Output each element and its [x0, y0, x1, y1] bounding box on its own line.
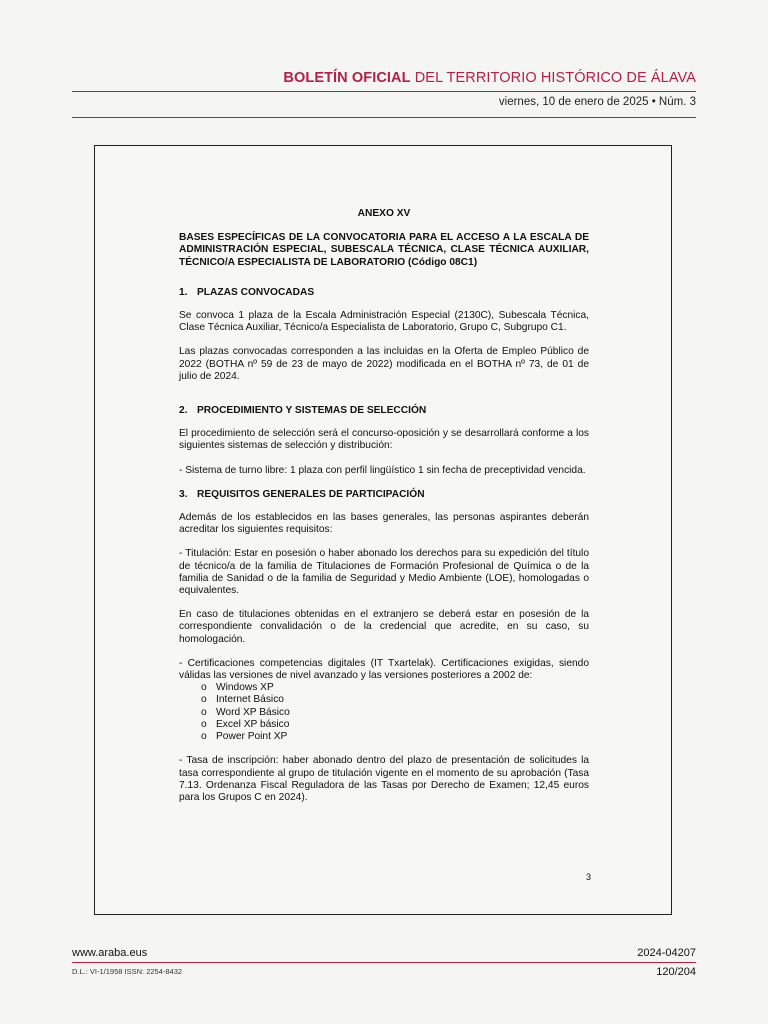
footer-legal: D.L.: VI-1/1958 ISSN: 2254-8432 [72, 967, 183, 976]
footer-rule [72, 962, 696, 963]
footer-code: 2024-04207 [637, 947, 696, 959]
section-2-paragraph-1: El procedimiento de selección será el concurso-oposición y se desarrollará conforme a los siguientes sistemas de selección y distribución: [179, 428, 589, 452]
list-item-label: Internet Básico [216, 694, 284, 706]
list-item [201, 719, 589, 731]
section-3-paragraph-4: - Certificaciones competencias digitales (IT Txartelak). Certificaciones exigidas, siendo válidas las versiones de nivel avanzado y las versiones posteriores a 2002 de: [179, 657, 589, 682]
list-item [201, 682, 589, 694]
document-title: BASES ESPECÍFICAS DE LA CONVOCATORIA PARA EL ACCESO A LA ESCALA DE ADMINISTRACIÓN ESPECIAL, SUBESCALA TÉCNICA, CLASE TÉCNICA AUXILIAR, TÉCNICO/A ESPECIALISTA DE LABORATORIO (Código 08C1) [179, 232, 589, 268]
bullet-marker: o [201, 731, 207, 743]
section-2-heading [179, 405, 589, 417]
section-1-paragraph-2: Las plazas convocadas corresponden a las incluidas en la Oferta de Empleo Público de 2022 (BOTHA nº 59 de 23 de mayo de 2022) modificada en el BOTHA nº 73, de 01 de julio de 2024. [179, 346, 589, 382]
section-1-title: PLAZAS CONVOCADAS [197, 286, 315, 298]
bullet-marker: o [201, 682, 207, 694]
footer-url[interactable]: www.araba.eus [72, 947, 148, 959]
list-item-label: Word XP Básico [216, 706, 290, 718]
list-item-label: Windows XP [216, 682, 274, 694]
header-rule-top [72, 91, 696, 92]
list-item-label: Power Point XP [216, 731, 288, 743]
section-3-paragraph-2: - Titulación: Estar en posesión o haber abonado los derechos para su expedición del título de técnico/a de la familia de Titulaciones de Formación Profesional de Química o de la familia de Sanidad o de la familia de Seguridad y Medio Ambiente (LOE), homologadas o equivalentes. [179, 548, 589, 597]
certification-list [201, 682, 589, 743]
inner-page-number: 3 [586, 872, 592, 882]
list-item [201, 731, 589, 743]
list-item [201, 707, 589, 719]
section-1-number: 1. [179, 286, 188, 298]
document-frame [94, 145, 672, 915]
bullet-marker: o [201, 694, 207, 706]
bulletin-title-bold: BOLETÍN OFICIAL [283, 70, 411, 86]
section-3-heading [179, 489, 589, 501]
header-rule-bottom [72, 117, 696, 118]
section-1-paragraph-1: Se convoca 1 plaza de la Escala Administración Especial (2130C), Subescala Técnica, Clase Técnica Auxiliar, Técnico/a Especialista de Laboratorio, Grupo C, Subgrupo C1. [179, 310, 589, 334]
bulletin-title [283, 70, 696, 86]
section-3-paragraph-1: Además de los establecidos en las bases generales, las personas aspirantes deberán acreditar los siguientes requisitos: [179, 512, 589, 536]
list-item-label: Excel XP básico [216, 718, 290, 730]
list-item [201, 694, 589, 706]
section-2-number: 2. [179, 405, 188, 417]
section-2-title: PROCEDIMIENTO Y SISTEMAS DE SELECCIÓN [197, 405, 427, 417]
section-1-heading [179, 287, 589, 299]
bullet-marker: o [201, 706, 207, 718]
section-3-number: 3. [179, 488, 188, 500]
annex-heading: ANEXO XV [357, 208, 411, 219]
document-content [179, 208, 589, 816]
bulletin-title-rest: DEL TERRITORIO HISTÓRICO DE ÁLAVA [410, 70, 696, 86]
footer-page-number: 120/204 [656, 966, 696, 978]
issue-date: viernes, 10 de enero de 2025 • Núm. 3 [498, 96, 696, 108]
bullet-marker: o [201, 718, 207, 730]
section-3-title: REQUISITOS GENERALES DE PARTICIPACIÓN [197, 488, 425, 500]
section-2-paragraph-2: - Sistema de turno libre: 1 plaza con perfil lingüístico 1 sin fecha de preceptividad vencida. [179, 464, 586, 476]
section-3-paragraph-5: - Tasa de inscripción: haber abonado dentro del plazo de presentación de solicitudes la tasa correspondiente al grupo de titulación vigente en el momento de su aprobación (Tasa 7.13. Ordenanza Fiscal Reguladora de las Tasas por Derecho de Examen; 12,45 euros para los Grupos C en 2024). [179, 755, 589, 803]
section-3-paragraph-3: En caso de titulaciones obtenidas en el extranjero se deberá estar en posesión de la correspondiente convalidación o de la credencial que acredite, en su caso, su homologación. [179, 609, 589, 645]
